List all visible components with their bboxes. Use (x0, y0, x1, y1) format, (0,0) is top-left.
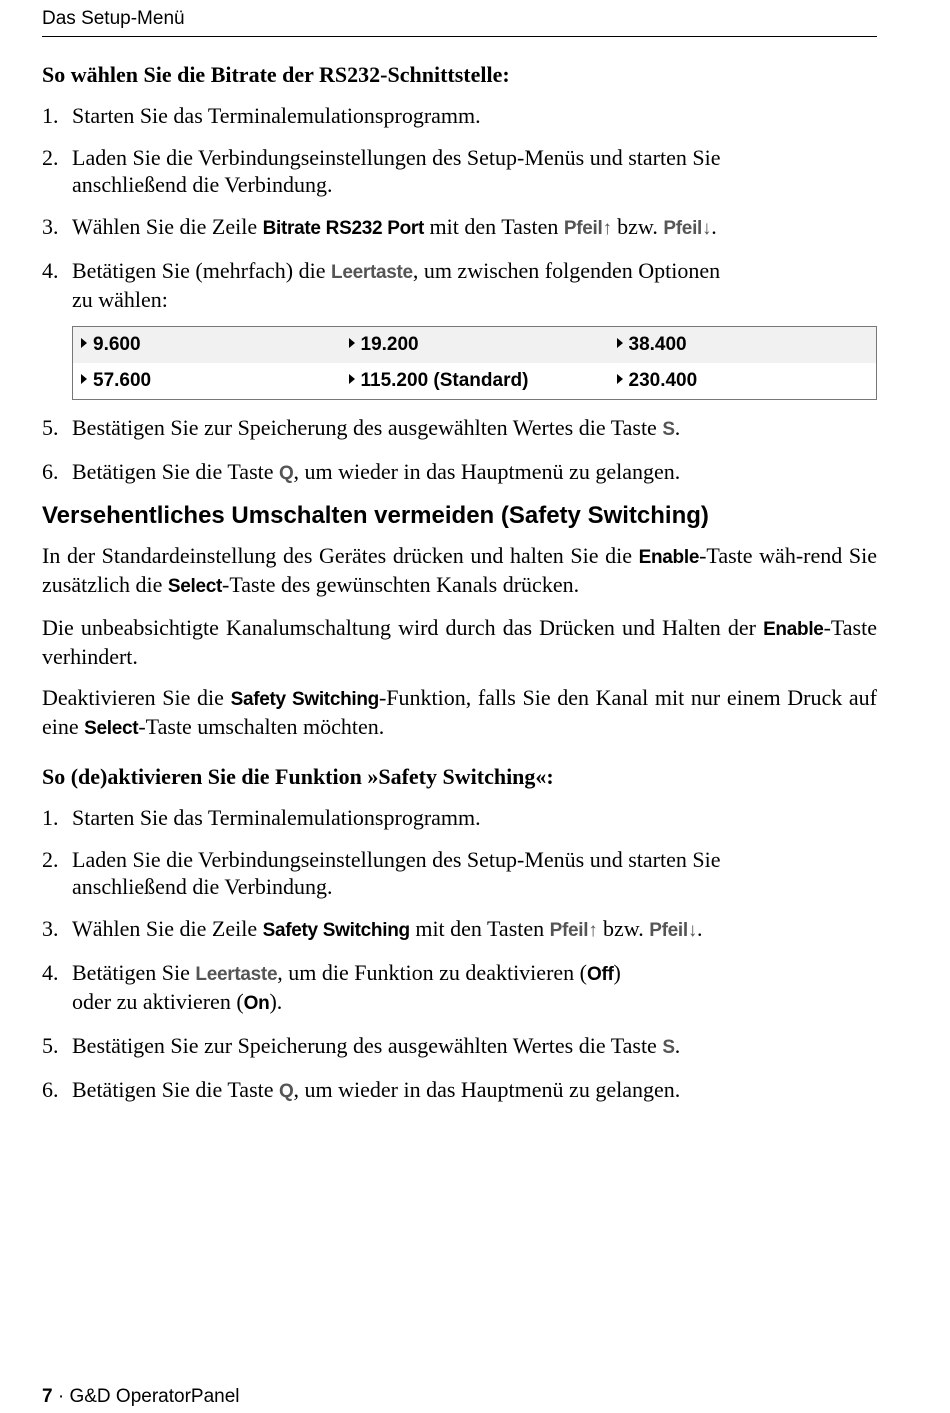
keyword-select: Select (84, 718, 139, 739)
triangle-bullet-icon (81, 338, 87, 348)
product-name: G&D OperatorPanel (69, 1386, 240, 1407)
option-cell: 19.200 (341, 327, 609, 364)
step-6: 6. Betätigen Sie die Taste Q, um wieder in das Hauptmenü zu gelangen. (42, 1077, 681, 1102)
keyword-bitrate-rs232-port: Bitrate RS232 Port (262, 218, 425, 239)
page-content (42, 62, 877, 1120)
triangle-bullet-icon (349, 338, 355, 348)
step-3: 3. Wählen Sie die Zeile Safety Switching mit den Tasten Pfeil↑ bzw. Pfeil↓. (42, 916, 703, 941)
step-4: 4. Betätigen Sie Leertaste, um die Funktion zu deaktivieren (Off) oder zu aktivieren (On). (42, 960, 621, 1014)
option-cell: 38.400 (609, 327, 877, 364)
key-s: S (662, 419, 675, 440)
section1-steps-cont (42, 414, 877, 487)
step-3: 3. Wählen Sie die Zeile Bitrate RS232 Port mit den Tasten Pfeil↑ bzw. Pfeil↓. (42, 214, 717, 239)
keyword-select: Select (167, 576, 223, 597)
keyword-on: On (243, 993, 270, 1014)
options-row (73, 327, 877, 364)
option-cell: 9.600 (73, 327, 341, 364)
section1-subheading: So wählen Sie die Bitrate der RS232-Schnittstelle: (42, 62, 510, 87)
step-2: 2. Laden Sie die Verbindungseinstellungen des Setup-Menüs und starten Sie anschließend die Verbindung. (42, 145, 721, 197)
key-leertaste: Leertaste (195, 964, 278, 985)
key-q: Q (279, 1081, 294, 1102)
key-arrow-up: Pfeil↑ (563, 218, 612, 239)
keyword-safety-switching: Safety Switching (230, 689, 379, 710)
step-1: 1. Starten Sie das Terminalemulationsprogramm. (42, 103, 481, 128)
option-cell: 57.600 (73, 363, 341, 400)
keyword-off: Off (586, 964, 614, 985)
options-row (73, 363, 877, 400)
step-1: 1. Starten Sie das Terminalemulationsprogramm. (42, 805, 481, 830)
key-arrow-up: Pfeil↑ (549, 920, 598, 941)
key-q: Q (279, 463, 294, 484)
keyword-enable: Enable (638, 547, 700, 568)
step-6: 6. Betätigen Sie die Taste Q, um wieder in das Hauptmenü zu gelangen. (42, 459, 681, 484)
triangle-bullet-icon (81, 374, 87, 384)
triangle-bullet-icon (617, 338, 623, 348)
paragraph-1: In der Standardeinstellung des Gerätes drücken und halten Sie die Enable-Taste wäh-rend Sie zusätzlich die Select-Taste des gewünschten Kanals drücken. (42, 543, 877, 597)
keyword-safety-switching: Safety Switching (262, 920, 410, 941)
option-cell: 230.400 (609, 363, 877, 400)
triangle-bullet-icon (617, 374, 623, 384)
step-2: 2. Laden Sie die Verbindungseinstellungen des Setup-Menüs und starten Sie anschließend die Verbindung. (42, 847, 721, 899)
option-cell: 115.200 (Standard) (341, 363, 609, 400)
section2-subheading: So (de)aktivieren Sie die Funktion »Safety Switching«: (42, 764, 554, 789)
step-5: 5. Bestätigen Sie zur Speicherung des ausgewählten Wertes die Taste S. (42, 1033, 681, 1058)
paragraph-2: Die unbeabsichtigte Kanalumschaltung wird durch das Drücken und Halten der Enable-Taste verhindert. (42, 615, 877, 669)
keyword-enable: Enable (763, 619, 824, 640)
key-leertaste: Leertaste (331, 262, 413, 283)
key-s: S (662, 1037, 675, 1058)
triangle-bullet-icon (349, 374, 355, 384)
key-arrow-down: Pfeil↓ (663, 218, 712, 239)
page-number: 7 (42, 1386, 53, 1407)
section2-steps (42, 804, 877, 1105)
paragraph-3: Deaktivieren Sie die Safety Switching-Funktion, falls Sie den Kanal mit nur einem Druck auf eine Select-Taste umschalten möchten. (42, 685, 877, 739)
bitrate-options-table (72, 326, 877, 400)
running-header (42, 8, 877, 37)
step-5: 5. Bestätigen Sie zur Speicherung des ausgewählten Wertes die Taste S. (42, 415, 681, 440)
section2-heading: Versehentliches Umschalten vermeiden (Safety Switching) (42, 502, 709, 529)
step-4: 4. Betätigen Sie (mehrfach) die Leertaste, um zwischen folgenden Optionen zu wählen: (42, 258, 721, 312)
key-arrow-down: Pfeil↓ (649, 920, 698, 941)
running-header-title: Das Setup-Menü (42, 8, 185, 29)
page-footer: 7 · G&D OperatorPanel (42, 1386, 240, 1407)
section1-steps (42, 102, 877, 313)
